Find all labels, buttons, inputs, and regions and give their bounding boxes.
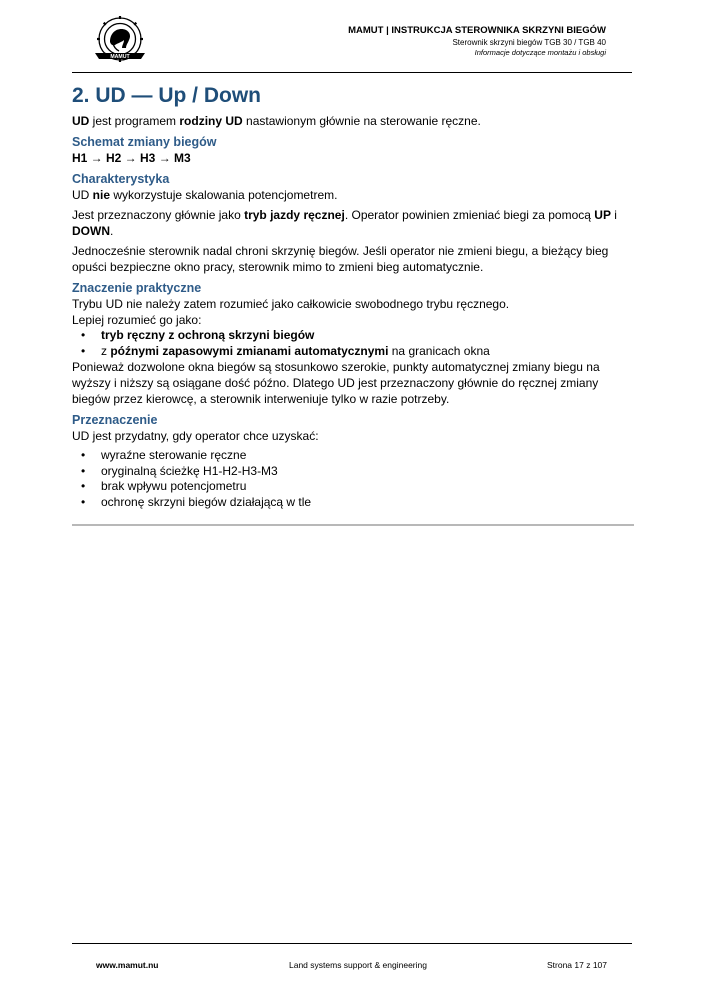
purpose-heading: Przeznaczenie	[72, 413, 158, 427]
header-note: Informacje dotyczące montażu i obsługi	[474, 48, 606, 57]
header-title: MAMUT | INSTRUKCJA STEROWNIKA SKRZYNI BIEGÓW	[348, 25, 606, 36]
meaning-list	[72, 328, 634, 359]
features-line-3: Jednocześnie sterownik nadal chroni skrzynię biegów. Jeśli operator nie zmieni biegu, a bieżący bieg opuści bezpieczne okno pracy, sterownik mimo to zmieni bieg automatycznie.	[72, 244, 609, 274]
footer-website: www.mamut.nu	[96, 960, 159, 970]
header-divider	[72, 72, 632, 73]
meaning-line-3: Ponieważ dozwolone okna biegów są stosunkowo szerokie, punkty automatycznej zmiany biegu na wyższy i niższy są osiągane dość późno. Dlatego UD jest przeznaczony głównie do ręcznej zmiany biegów przez kierowcę, a sterownik interweniuje tylko w razie potrzeby.	[72, 360, 600, 406]
svg-text:MAMUT: MAMUT	[110, 54, 130, 60]
features-line-2: Jest przeznaczony głównie jako tryb jazdy ręcznej. Operator powinien zmieniać biegi za pomocą UP i DOWN.	[72, 208, 617, 238]
list-item: • z późnymi zapasowymi zmianami automatycznymi na granicach okna	[101, 344, 634, 360]
purpose-intro: UD jest przydatny, gdy operator chce uzyskać:	[72, 429, 319, 443]
page-content	[72, 84, 634, 526]
meaning-line-2: Lepiej rozumieć go jako:	[72, 313, 202, 327]
list-item: • wyraźne sterowanie ręczne	[101, 448, 634, 464]
features-heading: Charakterystyka	[72, 172, 170, 186]
intro-paragraph: UD jest programem rodziny UD nastawionym głównie na sterowanie ręczne.	[72, 114, 481, 128]
list-item: • brak wpływu potencjometru	[101, 479, 634, 495]
meaning-line-1: Trybu UD nie należy zatem rozumieć jako całkowicie swobodnego trybu ręcznego.	[72, 297, 510, 311]
footer-tagline: Land systems support & engineering	[289, 960, 427, 970]
list-item: • oryginalną ścieżkę H1-H2-H3-M3	[101, 464, 634, 480]
list-item: • ochronę skrzyni biegów działającą w tle	[101, 495, 634, 511]
list-item: • tryb ręczny z ochroną skrzyni biegów	[101, 328, 634, 344]
features-line-1: UD nie wykorzystuje skalowania potencjometrem.	[72, 188, 338, 202]
purpose-list	[72, 448, 634, 510]
footer-divider	[72, 943, 632, 944]
section-end-divider	[72, 524, 634, 526]
section-title: 2. UD — Up / Down	[72, 84, 261, 107]
page-header	[348, 25, 606, 58]
gear-sequence: H1 → H2 → H3 → M3	[72, 151, 191, 165]
scheme-heading: Schemat zmiany biegów	[72, 135, 217, 149]
header-subtitle: Sterownik skrzyni biegów TGB 30 / TGB 40	[452, 38, 606, 47]
meaning-heading: Znaczenie praktyczne	[72, 281, 202, 295]
mamut-logo	[93, 15, 147, 63]
page-number: Strona 17 z 107	[546, 960, 607, 970]
